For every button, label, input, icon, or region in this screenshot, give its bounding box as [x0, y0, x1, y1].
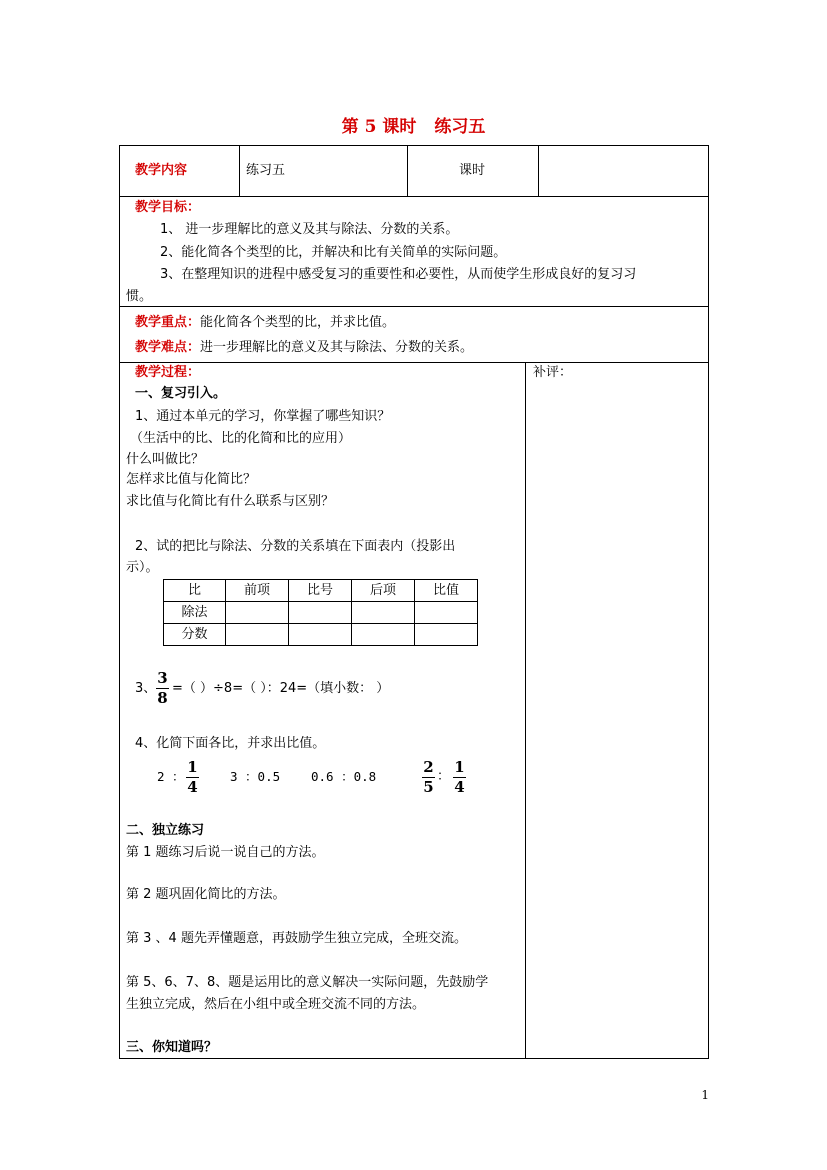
table-header-cell: 比值: [415, 580, 478, 602]
table-border-row2: [119, 306, 709, 307]
question-3-fraction: [156, 670, 169, 707]
q4-item-d-fraction-1: [422, 759, 435, 796]
fraction-denominator: 8: [157, 689, 168, 707]
fraction-numerator: 3: [157, 669, 168, 687]
table-cell: [289, 624, 352, 646]
process-label: 教学过程：: [135, 365, 201, 380]
table-cell: [226, 602, 289, 624]
know-heading: 三、你知道吗？: [126, 1040, 218, 1055]
table-header-cell: 前项: [226, 580, 289, 602]
table-border-row3: [119, 362, 709, 363]
q4-item-a-fraction: [186, 759, 199, 796]
table-divider-comment: [525, 362, 526, 1059]
question-3-prefix: 3、: [135, 681, 157, 696]
relation-table: [163, 579, 478, 646]
table-divider-3: [538, 145, 539, 197]
table-cell: [352, 624, 415, 646]
question-2-line1: 2、试的把比与除法、分数的关系填在下面表内（投影出: [135, 539, 456, 554]
difficulty-label: 教学难点：: [135, 340, 201, 355]
practice-heading: 二、独立练习: [126, 823, 205, 838]
question-2-line2: 示）。: [126, 560, 159, 575]
practice-2: 第 2 题巩固化简比的方法。: [126, 887, 286, 902]
fraction-denominator: 4: [454, 778, 465, 796]
goal-item-3-cont: 惯。: [126, 289, 153, 304]
practice-1: 第 1 题练习后说一说自己的方法。: [126, 845, 325, 860]
table-header-cell: 比号: [289, 580, 352, 602]
goal-item-2: 2、能化简各个类型的比，并解决和比有关简单的实际问题。: [160, 245, 507, 260]
q4-item-d-sep: ：: [437, 769, 451, 784]
q4-item-d-fraction-2: [453, 759, 466, 796]
table-cell: [226, 624, 289, 646]
table-border-bottom: [119, 1058, 709, 1059]
fraction-numerator: 1: [454, 758, 465, 776]
question-1: 1、通过本单元的学习，你掌握了哪些知识？: [135, 409, 391, 424]
goal-item-1: 1、 进一步理解比的意义及其与除法、分数的关系。: [160, 222, 459, 237]
lesson-name: 练习五: [434, 117, 486, 137]
table-cell: [289, 602, 352, 624]
review-heading: 一、复习引入。: [135, 386, 227, 401]
q4-item-a-prefix: 2 ：: [157, 769, 185, 784]
table-cell: [352, 602, 415, 624]
difficulty-text: 进一步理解比的意义及其与除法、分数的关系。: [200, 340, 474, 355]
table-border-right: [708, 145, 709, 1059]
table-row: [164, 624, 478, 646]
table-divider-2: [407, 145, 408, 197]
period-label: 课时: [459, 163, 486, 178]
practice-4-line1: 第 5、6、7、8、题是运用比的意义解决一实际问题，先鼓励学: [126, 975, 489, 990]
table-cell: 分数: [164, 624, 226, 646]
comment-label: 补评：: [533, 365, 573, 380]
goal-item-3: 3、在整理知识的进程中感受复习的重要性和必要性，从而使学生形成良好的复习习: [160, 267, 637, 282]
difficulty-point: [135, 339, 473, 357]
practice-4-line2: 生独立完成，然后在小组中或全班交流不同的方法。: [126, 997, 426, 1012]
table-border-row1: [119, 196, 709, 197]
question-1-hint: （生活中的比、比的化简和比的应用）: [130, 431, 352, 446]
table-header-cell: 后项: [352, 580, 415, 602]
table-header-cell: 比: [164, 580, 226, 602]
goals-label: 教学目标：: [135, 200, 201, 215]
question-4: 4、化简下面各比，并求出比值。: [135, 736, 326, 751]
q4-item-b: 3 ：0.5: [230, 769, 281, 784]
key-label: 教学重点：: [135, 315, 201, 330]
table-border-left: [119, 145, 120, 1059]
question-3-text: =（ ）÷8=（ ）：24=（填小数： ）: [172, 681, 390, 696]
table-border-top: [119, 145, 709, 146]
page-number: 1: [701, 1088, 709, 1102]
question-ratio: 什么叫做比？: [126, 452, 205, 467]
table-cell: [415, 602, 478, 624]
lesson-number: 第 5 课时: [341, 117, 417, 137]
q4-item-c: 0.6 ：0.8: [311, 769, 377, 784]
practice-3: 第 3 、4 题先弄懂题意，再鼓励学生独立完成，全班交流。: [126, 931, 467, 946]
fraction-numerator: 2: [423, 758, 434, 776]
table-cell: 除法: [164, 602, 226, 624]
key-text: 能化简各个类型的比，并求比值。: [200, 315, 396, 330]
content-value: 练习五: [246, 163, 286, 178]
table-divider-1: [239, 145, 240, 197]
table-row: [164, 602, 478, 624]
table-row: [164, 580, 478, 602]
question-how: 怎样求比值与化简比？: [126, 472, 257, 487]
table-cell: [415, 624, 478, 646]
page-title: [0, 112, 827, 137]
fraction-numerator: 1: [187, 758, 198, 776]
fraction-denominator: 5: [423, 778, 434, 796]
key-point: [135, 314, 395, 332]
content-label: 教学内容: [135, 163, 188, 178]
fraction-denominator: 4: [187, 778, 198, 796]
question-difference: 求比值与化简比有什么联系与区别？: [126, 494, 335, 509]
